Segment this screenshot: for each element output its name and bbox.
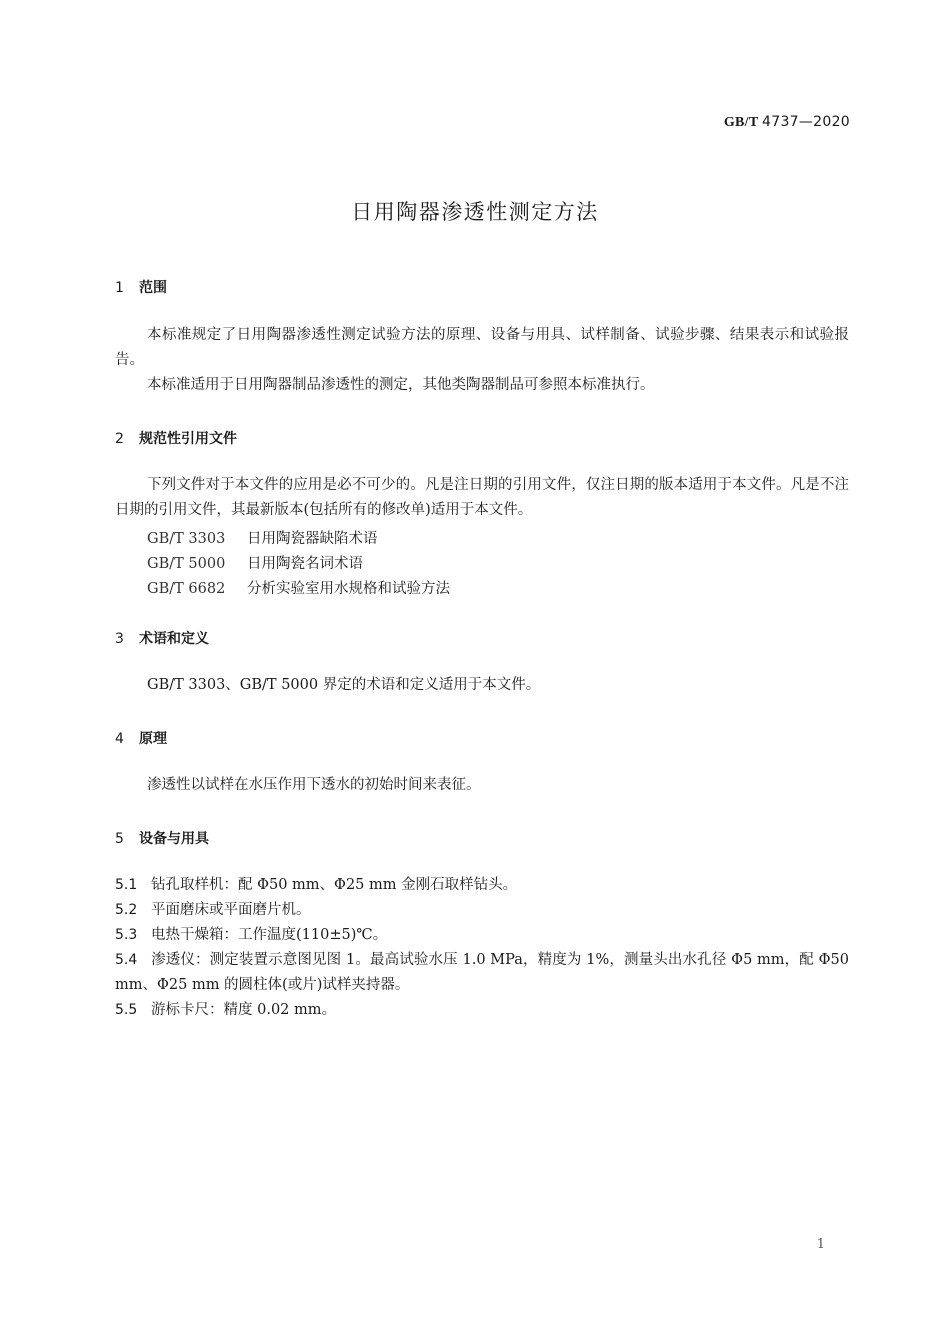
item-text: 钻孔取样机：配 Φ50 mm、Φ25 mm 金刚石取样钻头。 [151,877,518,893]
paragraph: 渗透性以试样在水压作用下透水的初始时间来表征。 [147,777,481,793]
list-item [115,873,849,898]
reference-title: 分析实验室用水规格和试验方法 [247,581,450,597]
document-title: 日用陶器渗透性测定方法 [351,200,599,224]
section-title: 原理 [139,731,167,747]
reference-code: GB/T 3303 [147,531,226,547]
reference-title: 日用陶瓷器缺陷术语 [247,531,378,547]
item-text: 平面磨床或平面磨片机。 [151,902,311,918]
section-5-heading [115,828,209,848]
item-number: 5.4 [115,952,138,968]
section-2-heading [115,428,237,448]
reference-item [147,577,450,598]
section-3-heading [115,628,209,648]
reference-item [147,527,378,548]
reference-code: GB/T 5000 [147,556,226,572]
list-item [115,998,849,1023]
list-item [115,923,849,948]
section-4-heading [115,728,167,748]
section-number: 5 [115,831,124,847]
section-number: 2 [115,431,124,447]
item-text: 电热干燥箱：工作温度(110±5)℃。 [151,927,388,943]
item-text: 游标卡尺：精度 0.02 mm。 [151,1002,337,1018]
reference-code: GB/T 6682 [147,581,226,597]
item-number: 5.2 [115,902,138,918]
paragraph: 本标准规定了日用陶器渗透性测定试验方法的原理、设备与用具、试样制备、试验步骤、结果表示和试验报告。 [115,327,849,368]
item-number: 5.1 [115,877,138,893]
standard-code-prefix: GB/T [723,115,759,130]
reference-title: 日用陶瓷名词术语 [247,556,363,572]
item-number: 5.5 [115,1002,138,1018]
paragraph: 下列文件对于本文件的应用是必不可少的。凡是注日期的引用文件，仅注日期的版本适用于本文件。凡是不注日期的引用文件，其最新版本(包括所有的修改单)适用于本文件。 [115,477,849,518]
section-title: 术语和定义 [139,631,209,647]
section-1-heading [115,277,167,297]
section-title: 范围 [139,280,167,296]
item-number: 5.3 [115,927,138,943]
section-number: 3 [115,631,124,647]
item-text: 渗透仪：测定装置示意图见图 1。最高试验水压 1.0 MPa，精度为 1%，测量头出水孔径 Φ5 mm，配 Φ50 mm、Φ25 mm 的圆柱体(或片)试样夹持器。 [115,952,849,993]
section-title: 规范性引用文件 [139,431,237,447]
paragraph: 本标准适用于日用陶器制品渗透性的测定，其他类陶器制品可参照本标准执行。 [147,377,655,393]
section-number: 4 [115,731,124,747]
list-item [115,948,849,998]
reference-item [147,552,363,573]
section-title: 设备与用具 [139,831,209,847]
standard-code-number: 4737—2020 [762,114,850,130]
standard-code [724,114,850,131]
paragraph: GB/T 3303、GB/T 5000 界定的术语和定义适用于本文件。 [147,677,541,693]
page-number: 1 [816,1237,825,1252]
list-item [115,898,849,923]
section-number: 1 [115,280,124,296]
